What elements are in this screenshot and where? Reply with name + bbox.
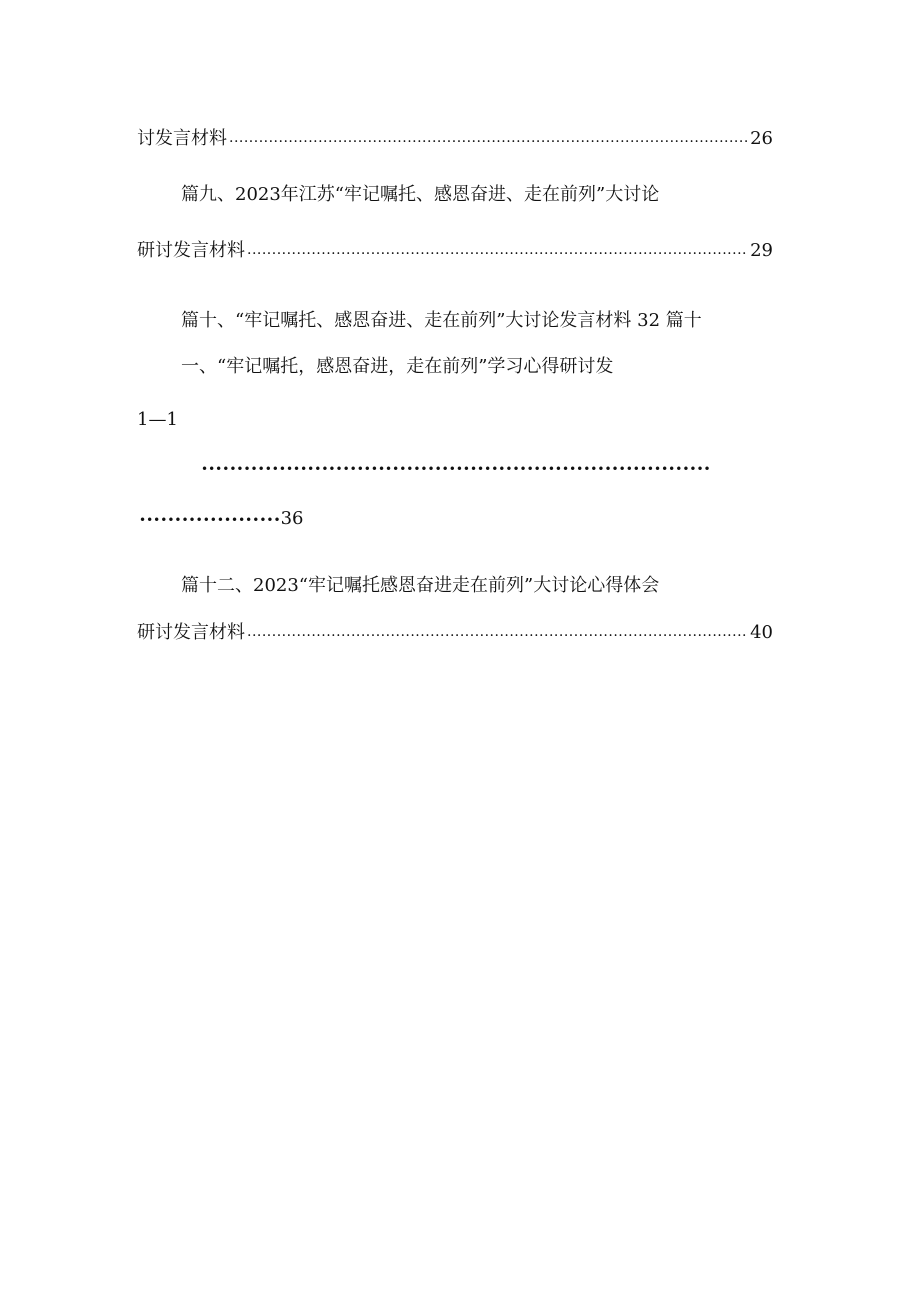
toc-row-entry9-end[interactable] [137,239,773,263]
bullet-leader-line: •••••••••••••••••••••••••••••••••••••••••••••••••••••••••••••••••••••••• [201,462,711,476]
toc-row-entry12-end[interactable] [137,621,773,645]
toc-entry12-heading[interactable]: 篇十二、2023“牢记嘱托感恩奋进走在前列”大讨论心得体会 [181,575,660,596]
stray-page-marker: 1—1 [137,409,178,430]
toc-page-number: 40 [750,622,773,643]
toc-page-number: 29 [750,240,773,261]
dot-leader [247,625,748,639]
bullet-leader-end[interactable] [139,507,303,531]
toc-row-entry8-end[interactable] [137,127,773,151]
toc-entry9-heading[interactable]: 篇九、2023年江苏“牢记嘱托、感恩奋进、走在前列”大讨论 [181,184,660,205]
dot-leader [247,243,748,257]
toc-label: 研讨发言材料 [137,240,245,261]
bullet-leader-line: •••••••••••••••••••• [139,513,281,527]
toc-entry11-heading[interactable]: 一、“牢记嘱托，感恩奋进，走在前列”学习心得研讨发 [181,356,614,377]
toc-page-number: 36 [280,508,304,529]
toc-label: 讨发言材料 [137,128,227,149]
toc-label: 研讨发言材料 [137,622,245,643]
toc-entry10-heading[interactable]: 篇十、“牢记嘱托、感恩奋进、走在前列”大讨论发言材料 32 篇十 [181,310,702,331]
toc-page-number: 26 [750,128,773,149]
dot-leader [229,131,748,145]
